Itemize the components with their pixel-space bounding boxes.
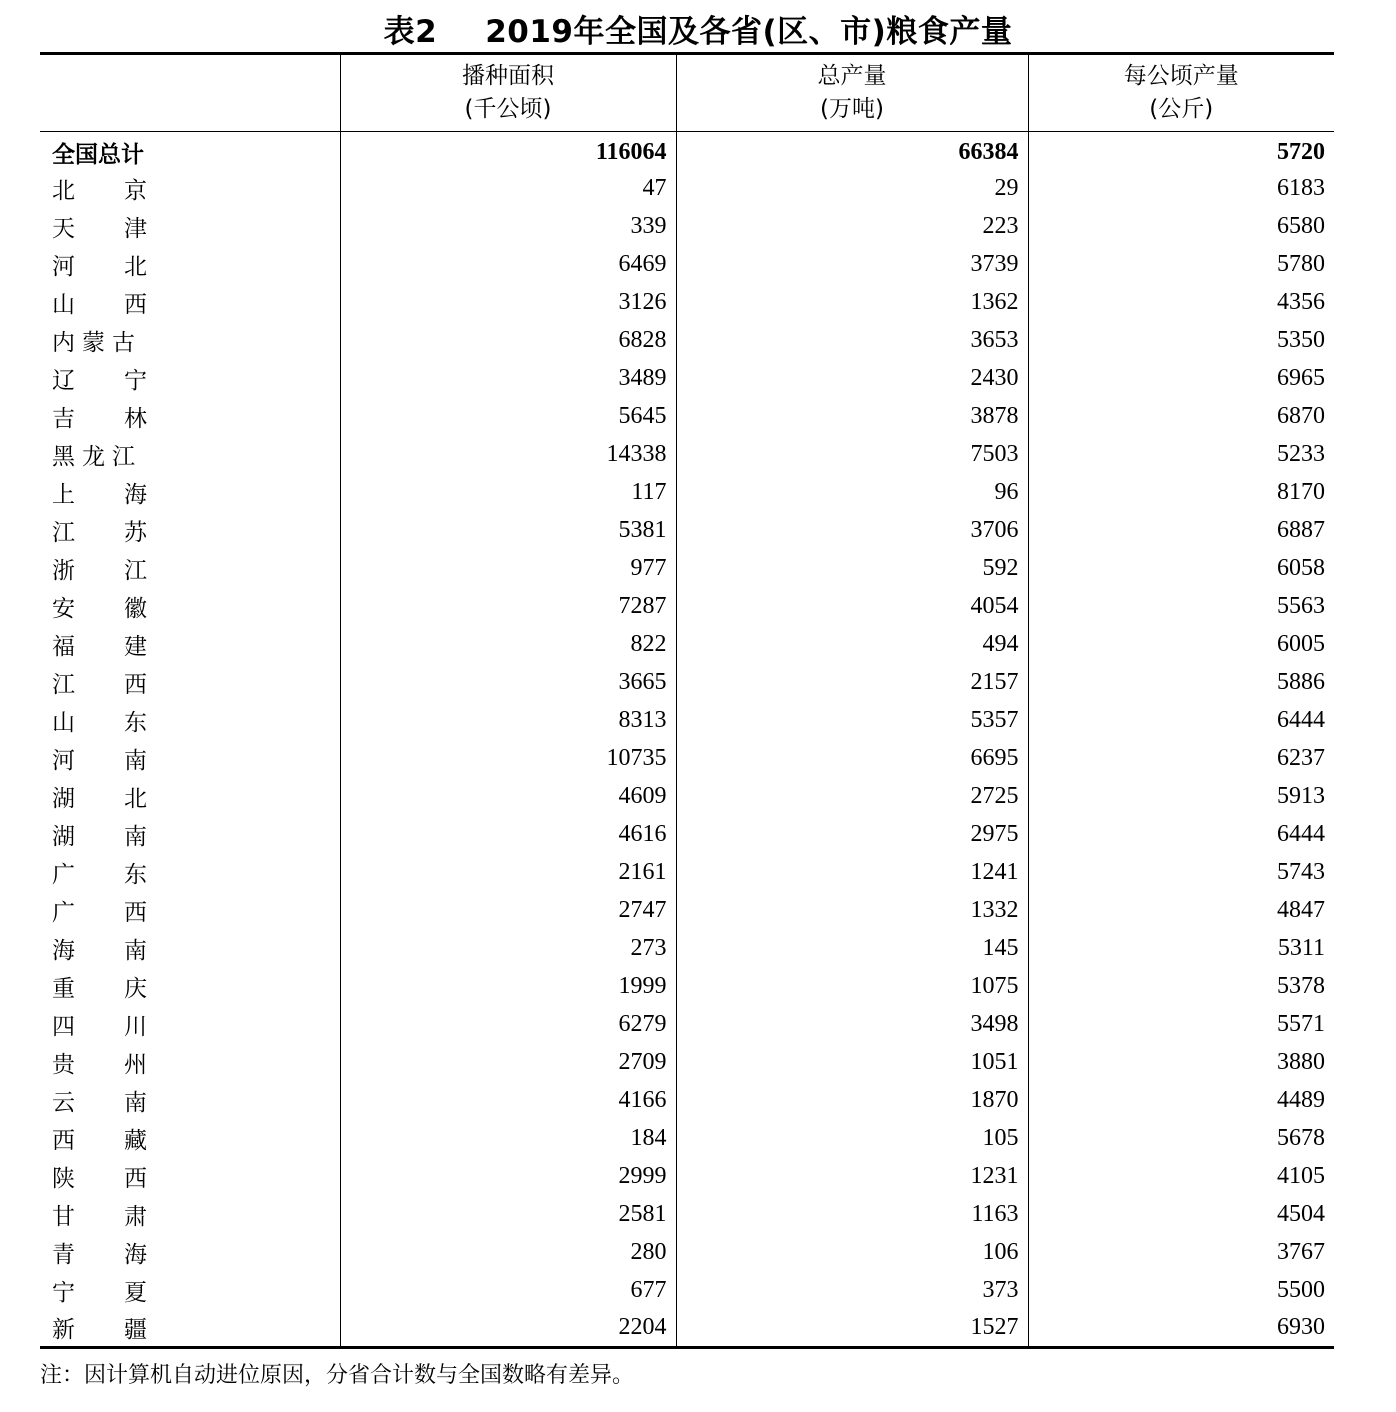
area-value: 47 xyxy=(340,170,676,208)
table-number: 表2 xyxy=(383,14,438,50)
yield-value: 5378 xyxy=(1028,968,1334,1006)
area-value: 14338 xyxy=(340,436,676,474)
table-title xyxy=(0,6,1396,51)
output-value: 4054 xyxy=(676,588,1028,626)
table-row xyxy=(40,778,1334,816)
region-name xyxy=(40,1120,340,1158)
region-label: 广东 xyxy=(52,862,196,888)
output-value: 6695 xyxy=(676,740,1028,778)
region-label: 山东 xyxy=(52,710,196,736)
table-row xyxy=(40,322,1334,360)
table-row xyxy=(40,436,1334,474)
table-row xyxy=(40,664,1334,702)
header-yield-name: 每公顷产量 xyxy=(1123,63,1239,89)
table-row xyxy=(40,626,1334,664)
yield-value: 5720 xyxy=(1028,132,1334,170)
region-label: 福建 xyxy=(52,634,196,660)
output-value: 3653 xyxy=(676,322,1028,360)
region-label: 内蒙古 xyxy=(52,330,142,356)
region-name xyxy=(40,474,340,512)
output-value: 1075 xyxy=(676,968,1028,1006)
region-label: 浙江 xyxy=(52,558,196,584)
output-value: 3878 xyxy=(676,398,1028,436)
table-row xyxy=(40,968,1334,1006)
region-label: 安徽 xyxy=(52,596,196,622)
region-name xyxy=(40,702,340,740)
output-value: 5357 xyxy=(676,702,1028,740)
yield-value: 4356 xyxy=(1028,284,1334,322)
yield-value: 5311 xyxy=(1028,930,1334,968)
area-value: 2747 xyxy=(340,892,676,930)
header-yield xyxy=(1028,54,1334,132)
region-name xyxy=(40,664,340,702)
region-label: 新疆 xyxy=(52,1317,196,1344)
area-value: 3489 xyxy=(340,360,676,398)
area-value: 2581 xyxy=(340,1196,676,1234)
region-label: 吉林 xyxy=(52,406,196,432)
region-name xyxy=(40,1196,340,1234)
region-name xyxy=(40,284,340,322)
area-value: 116064 xyxy=(340,132,676,170)
area-value: 280 xyxy=(340,1234,676,1272)
table-row xyxy=(40,1120,1334,1158)
region-name xyxy=(40,1082,340,1120)
output-value: 223 xyxy=(676,208,1028,246)
region-name xyxy=(40,322,340,360)
area-value: 10735 xyxy=(340,740,676,778)
area-value: 677 xyxy=(340,1272,676,1310)
yield-value: 6444 xyxy=(1028,816,1334,854)
area-value: 6469 xyxy=(340,246,676,284)
table-row xyxy=(40,208,1334,246)
output-value: 105 xyxy=(676,1120,1028,1158)
output-value: 1527 xyxy=(676,1310,1028,1348)
area-value: 2204 xyxy=(340,1310,676,1348)
total-row xyxy=(40,132,1334,170)
header-yield-unit: (公斤) xyxy=(1149,96,1214,122)
area-value: 977 xyxy=(340,550,676,588)
region-name xyxy=(40,930,340,968)
header-area xyxy=(340,54,676,132)
table-row xyxy=(40,1196,1334,1234)
output-value: 29 xyxy=(676,170,1028,208)
yield-value: 6870 xyxy=(1028,398,1334,436)
output-value: 1163 xyxy=(676,1196,1028,1234)
yield-value: 5233 xyxy=(1028,436,1334,474)
region-name xyxy=(40,816,340,854)
region-name xyxy=(40,626,340,664)
table-row xyxy=(40,512,1334,550)
region-label: 云南 xyxy=(52,1090,196,1116)
area-value: 6279 xyxy=(340,1006,676,1044)
region-label: 河南 xyxy=(52,748,196,774)
yield-value: 5678 xyxy=(1028,1120,1334,1158)
output-value: 2430 xyxy=(676,360,1028,398)
table-body xyxy=(40,132,1334,1348)
output-value: 2157 xyxy=(676,664,1028,702)
region-label: 辽宁 xyxy=(52,368,196,394)
yield-value: 5913 xyxy=(1028,778,1334,816)
output-value: 1241 xyxy=(676,854,1028,892)
output-value: 3706 xyxy=(676,512,1028,550)
area-value: 3126 xyxy=(340,284,676,322)
region-label: 四川 xyxy=(52,1014,196,1040)
area-value: 1999 xyxy=(340,968,676,1006)
region-name xyxy=(40,1158,340,1196)
yield-value: 6237 xyxy=(1028,740,1334,778)
header-output xyxy=(676,54,1028,132)
table-row xyxy=(40,1082,1334,1120)
area-value: 5381 xyxy=(340,512,676,550)
yield-value: 5571 xyxy=(1028,1006,1334,1044)
table-row xyxy=(40,246,1334,284)
table-row xyxy=(40,284,1334,322)
region-label: 宁夏 xyxy=(52,1280,196,1306)
yield-value: 5743 xyxy=(1028,854,1334,892)
header-area-unit: (千公顷) xyxy=(464,96,552,122)
output-value: 494 xyxy=(676,626,1028,664)
region-label: 西藏 xyxy=(52,1128,196,1154)
area-value: 7287 xyxy=(340,588,676,626)
region-name xyxy=(40,778,340,816)
area-value: 4609 xyxy=(340,778,676,816)
area-value: 6828 xyxy=(340,322,676,360)
yield-value: 5500 xyxy=(1028,1272,1334,1310)
table-row xyxy=(40,474,1334,512)
table-row xyxy=(40,1044,1334,1082)
region-name xyxy=(40,588,340,626)
region-label: 江西 xyxy=(52,672,196,698)
yield-value: 8170 xyxy=(1028,474,1334,512)
output-value: 106 xyxy=(676,1234,1028,1272)
region-name xyxy=(40,398,340,436)
output-value: 1362 xyxy=(676,284,1028,322)
region-label: 甘肃 xyxy=(52,1204,196,1230)
region-name xyxy=(40,208,340,246)
region-name xyxy=(40,1272,340,1310)
table-row xyxy=(40,1234,1334,1272)
output-value: 145 xyxy=(676,930,1028,968)
yield-value: 6887 xyxy=(1028,512,1334,550)
area-value: 4166 xyxy=(340,1082,676,1120)
region-name xyxy=(40,1234,340,1272)
output-value: 2725 xyxy=(676,778,1028,816)
yield-value: 6005 xyxy=(1028,626,1334,664)
region-label: 北京 xyxy=(52,178,196,204)
region-name xyxy=(40,550,340,588)
table-row xyxy=(40,816,1334,854)
output-value: 373 xyxy=(676,1272,1028,1310)
region-name xyxy=(40,968,340,1006)
table-row xyxy=(40,1006,1334,1044)
region-label: 湖南 xyxy=(52,824,196,850)
yield-value: 6930 xyxy=(1028,1310,1334,1348)
region-label: 黑龙江 xyxy=(52,444,142,470)
region-label: 青海 xyxy=(52,1242,196,1268)
area-value: 2999 xyxy=(340,1158,676,1196)
yield-value: 5350 xyxy=(1028,322,1334,360)
region-name xyxy=(40,854,340,892)
area-value: 2161 xyxy=(340,854,676,892)
table-row xyxy=(40,170,1334,208)
area-value: 4616 xyxy=(340,816,676,854)
footnote: 注：因计算机自动进位原因，分省合计数与全国数略有差异。 xyxy=(40,1363,635,1388)
output-value: 96 xyxy=(676,474,1028,512)
region-name xyxy=(40,892,340,930)
table-row xyxy=(40,398,1334,436)
output-value: 66384 xyxy=(676,132,1028,170)
region-label: 天津 xyxy=(52,216,196,242)
table-row xyxy=(40,1310,1334,1348)
yield-value: 3880 xyxy=(1028,1044,1334,1082)
area-value: 8313 xyxy=(340,702,676,740)
area-value: 822 xyxy=(340,626,676,664)
area-value: 5645 xyxy=(340,398,676,436)
area-value: 273 xyxy=(340,930,676,968)
yield-value: 5563 xyxy=(1028,588,1334,626)
output-value: 3739 xyxy=(676,246,1028,284)
table-row xyxy=(40,930,1334,968)
area-value: 3665 xyxy=(340,664,676,702)
table-row xyxy=(40,854,1334,892)
grain-output-table xyxy=(40,52,1334,1349)
output-value: 1870 xyxy=(676,1082,1028,1120)
header-output-unit: (万吨) xyxy=(820,96,884,122)
output-value: 2975 xyxy=(676,816,1028,854)
yield-value: 4489 xyxy=(1028,1082,1334,1120)
yield-value: 5886 xyxy=(1028,664,1334,702)
region-label: 上海 xyxy=(52,482,196,508)
region-name xyxy=(40,1310,340,1348)
region-label: 贵州 xyxy=(52,1052,196,1078)
region-name xyxy=(40,1044,340,1082)
yield-value: 5780 xyxy=(1028,246,1334,284)
output-value: 1231 xyxy=(676,1158,1028,1196)
table-row xyxy=(40,588,1334,626)
region-label: 山西 xyxy=(52,292,196,318)
area-value: 2709 xyxy=(340,1044,676,1082)
yield-value: 4847 xyxy=(1028,892,1334,930)
region-name xyxy=(40,1006,340,1044)
region-label: 湖北 xyxy=(52,786,196,812)
area-value: 184 xyxy=(340,1120,676,1158)
region-name xyxy=(40,740,340,778)
header-area-name: 播种面积 xyxy=(462,63,554,89)
region-label: 河北 xyxy=(52,254,196,280)
region-name xyxy=(40,132,340,170)
region-label: 海南 xyxy=(52,938,196,964)
yield-value: 6058 xyxy=(1028,550,1334,588)
region-label: 全国总计 xyxy=(52,142,144,169)
table-row xyxy=(40,740,1334,778)
yield-value: 6183 xyxy=(1028,170,1334,208)
region-name xyxy=(40,512,340,550)
yield-value: 6580 xyxy=(1028,208,1334,246)
area-value: 117 xyxy=(340,474,676,512)
header-output-name: 总产量 xyxy=(817,63,887,89)
table-row xyxy=(40,1158,1334,1196)
region-name xyxy=(40,170,340,208)
region-name xyxy=(40,436,340,474)
table-row xyxy=(40,550,1334,588)
yield-value: 6965 xyxy=(1028,360,1334,398)
yield-value: 4504 xyxy=(1028,1196,1334,1234)
table-caption: 2019年全国及各省(区、市)粮食产量 xyxy=(485,14,1013,50)
region-label: 广西 xyxy=(52,900,196,926)
table-row xyxy=(40,360,1334,398)
yield-value: 4105 xyxy=(1028,1158,1334,1196)
table-row xyxy=(40,892,1334,930)
region-label: 重庆 xyxy=(52,976,196,1002)
output-value: 3498 xyxy=(676,1006,1028,1044)
output-value: 7503 xyxy=(676,436,1028,474)
region-name xyxy=(40,360,340,398)
output-value: 592 xyxy=(676,550,1028,588)
output-value: 1332 xyxy=(676,892,1028,930)
region-label: 江苏 xyxy=(52,520,196,546)
region-name xyxy=(40,246,340,284)
output-value: 1051 xyxy=(676,1044,1028,1082)
header-row xyxy=(40,54,1334,132)
region-label: 陕西 xyxy=(52,1166,196,1192)
table-row xyxy=(40,1272,1334,1310)
header-region xyxy=(40,54,340,132)
table-row xyxy=(40,702,1334,740)
yield-value: 6444 xyxy=(1028,702,1334,740)
yield-value: 3767 xyxy=(1028,1234,1334,1272)
area-value: 339 xyxy=(340,208,676,246)
